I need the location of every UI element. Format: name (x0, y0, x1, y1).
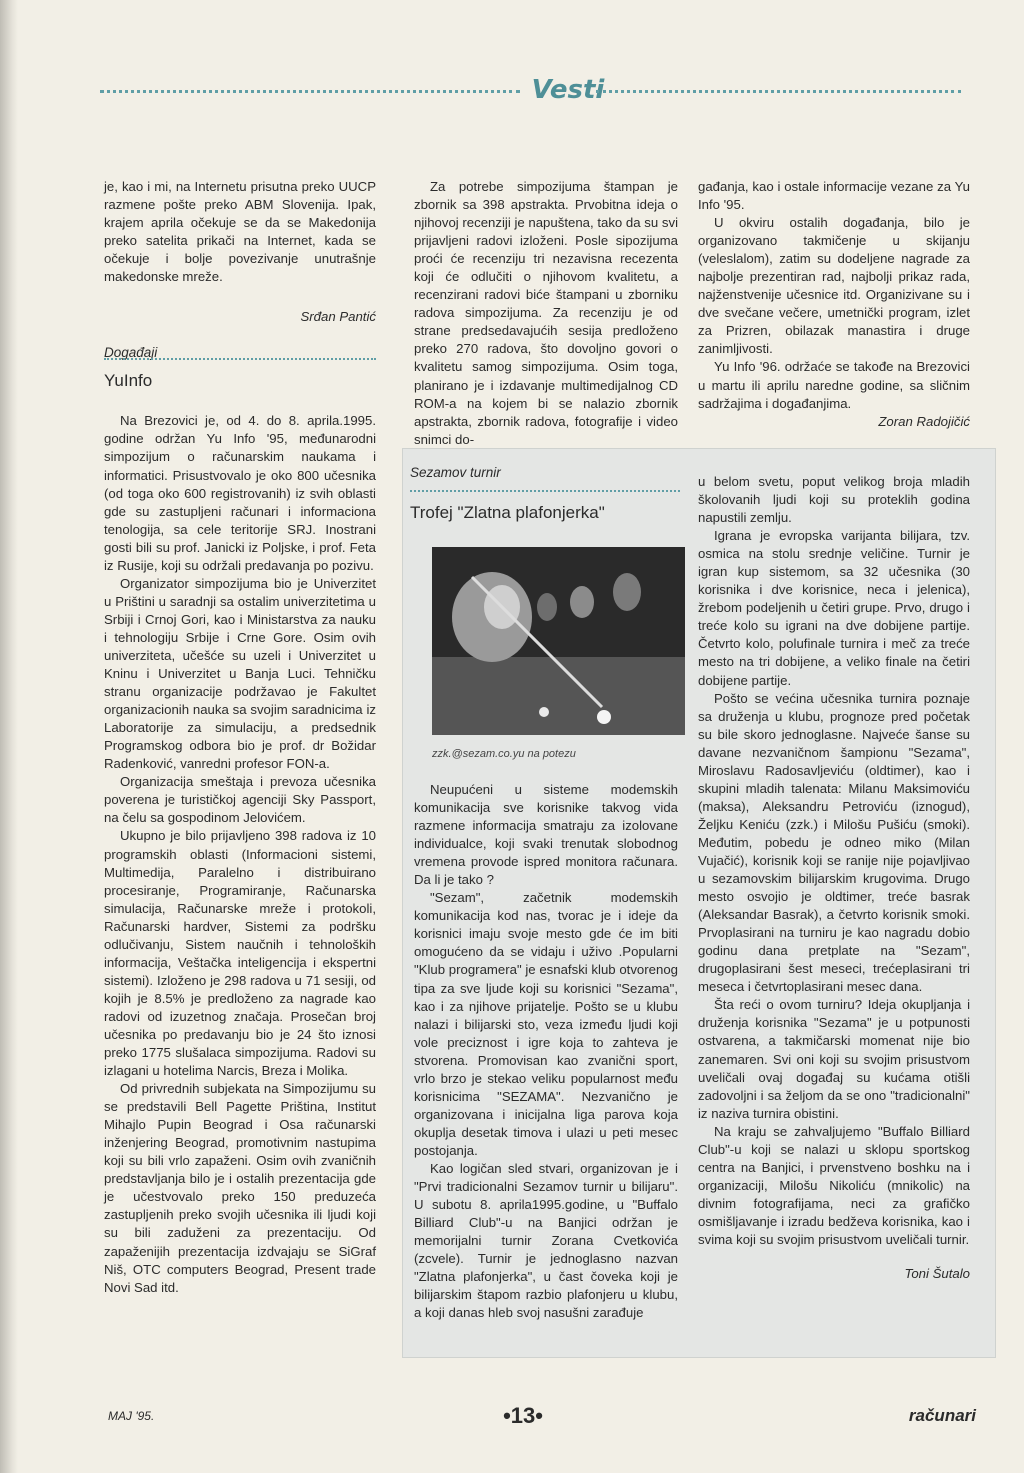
column-middle-top (414, 178, 678, 449)
sidebar-paragraph: Pošto se većina učesnika turnira poznaje sa druženja u klubu, prognoze pred početak su bile skoro jednoglasne. Najveće šanse su davane nezvaničnom šampionu "Sezama", Miroslavu Radosavljeviću (oldtimer), kao i skupini mladih talenata: Milanu Maksimoviću (maksa), Aleksandru Petroviću (iznogud), Željku Keniću (zzk.) i Milošu Pušiću (smoki). Međutim, pobedu je odneo miko (Milan Vujačić), korisnik koji se ranije nije pojavljivao u sezamovskim bilijarskim krugovima. Drugo mesto osvojio je oldtimer, treće basrak (Aleksandar Basrak), a četvrto korisnik smoki. Prvoplasirani na turniru je kao nagradu dobio godinu dana pretplate na "Sezam", drugoplasirani šest meseci, trećeplasirani tri meseca i četvrtoplasirani mesec dana. (698, 690, 970, 995)
header-dots-right (596, 90, 961, 93)
article-heading-yuinfo: YuInfo (104, 371, 153, 391)
intro-paragraph: je, kao i mi, na Internetu prisutna preko UUCP razmene pošte preko ABM Slovenija. Ipak, krajem aprila očekuje se da se Makedonija preko satelita prikači na Internet, kada se očekuje i bolje povezivanje unutrašnje makedonske mreže. (104, 179, 376, 285)
rubric-dogadjaji: Događaji (104, 345, 158, 361)
sidebar-heading: Trofej "Zlatna plafonjerka" (410, 503, 605, 523)
rubric-row (104, 344, 376, 366)
photo-caption: zzk.@sezam.co.yu na potezu (432, 748, 576, 760)
billiards-photo (432, 547, 685, 735)
sidebar-rubric-dots (410, 490, 680, 492)
signature-toni: Toni Šutalo (904, 1266, 970, 1282)
header-dots-left (100, 90, 520, 93)
article-paragraph: Od privrednih subjekata na Simpozijumu su se predstavili Bell Pagette Priština, Institut Mihajlo Pupin Beograd i Osa računarski inženjering Beograd, promotivnim nastupima koji su bili vrlo zapaženi. Osim ovih zvaničnih predstavljanja bilo je i ostalih prezentacija gde je učestvovalo preko 150 preduzeća zastupljenih preko svojih učesnika ili ljudi koji su bili zaduženi za prezentaciju. Od zapaženijih prezentacija izdvajaju se SiGraf Niš, OTC computers Beograd, Present trade Novi Sad itd. (104, 1081, 376, 1295)
footer-issue: MAJ '95. (108, 1409, 155, 1423)
article-paragraph: Ukupno je bilo prijavljeno 398 radova iz 10 programskih oblasti (Informacioni sistemi, Multimedija, Paralelno i distribuirano procesiranje, Programiranje, Računarska simulacija, Računarske mreže i protokoli, Računarski hardver, Sistemi za podršku odlučivanju, Sistem naučnih i tehnoloških informacija, Veštačka inteligencija i ekspertni sistemi). Izloženo je 298 radova u 71 sesiji, od kojih je 8.5% je predloženo za nagrade kao radovi od izuzetnog značaja. Prosečan broj učesnika po predavanju bio je 24 što iznosi preko 1775 slušalaca simpozijuma. Radovi su izlagani u hotelima Narcis, Breza i Molika. (104, 828, 376, 1079)
article-paragraph: Yu Info '96. održaće se takođe na Brezovici u martu ili aprilu naredne godine, sa sličnim sadržajima i događanjima. (698, 359, 970, 411)
sidebar-column-left (414, 781, 678, 1322)
article-paragraph: Organizator simpozijuma bio je Univerzitet u Prištini u saradnji sa ostalim univerzitetima u Srbiji i Crnoj Gori, kao i Ministarstva za nauku i tehnologiju Srbije i Crne Gore. Osim ovih univerziteta, učešće su uzeli i Univerzitet u Kninu i Univerzitet u Banja Luci. Tehničku stranu organizacije podržavao je Fakultet organizacionih nauka sa svojim saradnicima iz Laboratorije za simulaciju, a predsednik Programskog odbora bio je prof. dr Božidar Radenković, vanredni profesor FON-a. (104, 575, 376, 772)
signature-zoran: Zoran Radojičić (878, 413, 970, 429)
sidebar-paragraph: Neupućeni u sisteme modemskih komunikacija sve korisnike takvog vida razmene informacija smatraju za izolovane individualce, koji svaki trenutak slobodnog vremena provode ispred monitora računara. Da li je tako ? (414, 782, 678, 888)
column-left (104, 178, 376, 1297)
sidebar-rubric-block (410, 464, 680, 522)
article-paragraph: Za potrebe simpozijuma štampan je zbornik sa 398 apstrakta. Prvobitna ideja o njihovoj recenziji je napuštena, tako da su svi prijavljeni radovi izloženi. Posle sipozijuma proći će recenziju tri nezavisna recezenta koji će odlučiti o njihovom kvalitetu, a recenzirani radovi biće štampani u zborniku radova simpozijuma. Za recenziju je od strane predsedavajućih sesija predloženo preko 270 radova, što dovoljno govori o kvalitetu samog simpozijuma. Osim toga, planirano je i izdavanje multimedijalnog CD ROM-a na kojem bi se nalazio zbornik apstrakta, zbornik radova, fotografije i video snimci do- (414, 179, 678, 447)
magazine-page (18, 0, 1024, 1473)
page-binding-edge (0, 0, 18, 1473)
sidebar-column-right (698, 473, 970, 1283)
sidebar-paragraph: u belom svetu, poput velikog broja mladih školovanih ljudi koji su proteklih godina napustili zemlju. (698, 474, 970, 526)
rubric-dots (104, 358, 376, 360)
sidebar-paragraph: Na kraju se zahvaljujemo "Buffalo Billiard Club"-u koji se nalazi u sklopu sportskog centra na Banjici, i prvenstveno boshku na i organizaciji, Milošu Nikoliću (mnikolic) na divnim fotografijama, neci za grafičko osmišljavanje i izradu bedževa korisnika, kao i svima koji su svojim prisustvom uveličali turnir. (698, 1123, 970, 1247)
sidebar-paragraph: Igrana je evropska varijanta bilijara, tzv. osmica na stolu srednje veličine. Turnir je igran kup sistemom, sa 32 učesnika (30 korisnika i dve korisnice, neca i jelenica), žrebom podeljenih u četiri grupe. Prvo, drugo i treće kolo su igrani na dve dobijene partije. Četvrto kolo, polufinale turnira i meč za treće mesto na tri dobijene, a veliko finale na četiri dobijene partije. (698, 528, 970, 688)
footer-magazine-name: računari (908, 1406, 976, 1425)
sidebar-paragraph: "Sezam", začetnik modemskih komunikacija kod nas, tvorac je i ideje da korisnici imaju svoje mesto gde će im biti omogućeno da se vidaju i uživo .Popularni "Klub programera" je esnafski klub otvorenog tipa za sve ljude koji su korisnici "Sezama", kao i za njihove prijatelje. Pošto se u klubu nalazi i bilijarski sto, veza između ljudi koji vole preciznost i igre koja to zahteva je stvorena. Promovisan kao zvanični sport, vrlo brzo je stekao veliku popularnost među korisnicima "SEZAMA". Nezvanično je organizovana i inicijalna liga parova koja okuplja desetak timova i ulazi u peti mesec postojanja. (414, 890, 678, 1158)
article-paragraph: Organizacija smeštaja i prevoza učesnika poverena je turističkoj agenciji Sky Passport, na čelu sa gospodinom Jelovićem. (104, 774, 376, 826)
column-right-top (698, 178, 970, 431)
article-paragraph: gađanja, kao i ostale informacije vezane za Yu Info '95. (698, 179, 970, 213)
billiards-photo-art (432, 547, 685, 735)
rubric-sezamov-turnir: Sezamov turnir (410, 465, 501, 480)
section-title: Vesti (531, 75, 605, 105)
sidebar-paragraph: Kao logičan sled stvari, organizovan je i "Prvi tradicionalni Sezamov turnir u bilijaru". U subotu 8. aprila1995.godine, u "Buffalo Billiard Club"-u na Banjici održan je memorijalni turnir Zorana Cvetkovića (zcvele). Turnir je jednoglasno nazvan "Zlatna plafonjerka", u čast čoveka koji je bilijarskim štapom razbio plafonjeru u klubu, a koji danas hleb svoj nasušni zarađuje (414, 1160, 678, 1321)
footer-page-number: •13• (503, 1403, 543, 1428)
article-paragraph: U okviru ostalih događanja, bilo je organizovano takmičenje u skijanju (veleslalom), zatim su dodeljene nagrade za najbolje prezentiran rad, najbolji prikaz rada, najženstvenije učesnice itd. Organizivane su i dve svečane večere, umetnički program, izlet za Prizren, obilazak manastira i druge zanimljivosti. (698, 215, 970, 357)
article-paragraph: Na Brezovici je, od 4. do 8. aprila.1995. godine održan Yu Info '95, međunarodni simpozijum o računarskim naukama i informatici. Prisustvovalo je oko 800 učesnika (od toga oko 600 registrovanih) iz svih oblasti gde su zastupljeni računari i informaciona tenologija, sa cele teritorije SRJ. Inostrani gosti bili su prof. Janicki iz Poljske, i prof. Feta iz Rusije, koji su održali predavanja po pozivu. (104, 413, 376, 573)
signature-srdjan: Srđan Pantić (300, 309, 376, 325)
sidebar-paragraph: Šta reći o ovom turniru? Ideja okupljanja i druženja korisnika "Sezama" je u potpunosti ostvarena, a takmičarski momenat nije bio zanemaren. Svi oni koji su svojim prisustvom uveličali ovaj događaj su kućama otišli zadovoljni i sa željom da se ono "tradicionalni" iz naziva turnira obistini. (698, 997, 970, 1121)
